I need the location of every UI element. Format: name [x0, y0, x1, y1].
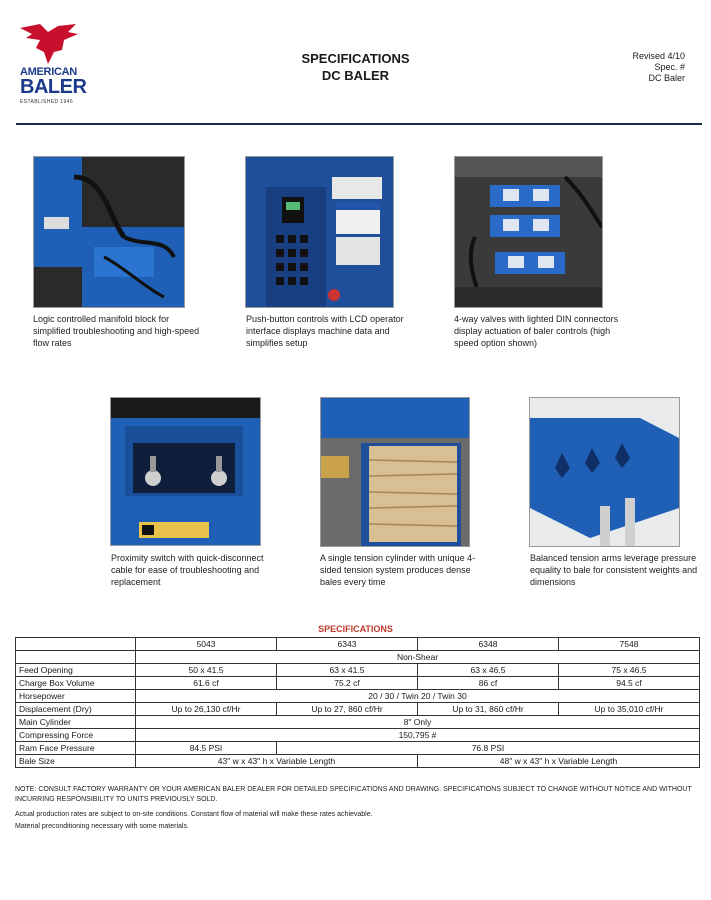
- table-row-displacement: [16, 703, 700, 716]
- table-cell: 48" w x 43" h x Variable Length: [418, 755, 700, 768]
- logo-text-american: AMERICAN: [20, 66, 77, 78]
- model-name: DC Baler: [648, 73, 685, 83]
- header-divider: [16, 123, 702, 125]
- table-cell: 8" Only: [136, 716, 700, 729]
- table-cell-non-shear: Non-Shear: [136, 651, 700, 664]
- page-subtitle: DC BALER: [321, 68, 390, 83]
- caption-manifold-block: Logic controlled manifold block for simplified troubleshooting and high-speed flow rates: [33, 314, 200, 348]
- table-header-model: 6348: [418, 638, 559, 651]
- table-cell: 75 x 46.5: [559, 664, 700, 677]
- row-label: Charge Box Volume: [16, 677, 136, 690]
- caption-tension-cylinder: A single tension cylinder with unique 4-sided tension system produces dense bales every time: [320, 553, 476, 587]
- row-label: Feed Opening: [16, 664, 136, 677]
- table-cell: Up to 26,130 cf/Hr: [136, 703, 277, 716]
- specifications-heading: SPECIFICATIONS: [318, 624, 393, 634]
- table-cell: 75.2 cf: [277, 677, 418, 690]
- caption-proximity-switch: Proximity switch with quick-disconnect cable for ease of troubleshooting and replacement: [111, 553, 264, 587]
- photo-4-way-valves: [454, 156, 603, 308]
- table-cell: 61.6 cf: [136, 677, 277, 690]
- table-row-charge-box: [16, 677, 700, 690]
- page-title: SPECIFICATIONS: [301, 51, 410, 66]
- caption-4-way-valves: 4-way valves with lighted DIN connectors display actuation of baler controls (high speed option shown): [454, 314, 619, 348]
- warranty-note: NOTE: CONSULT FACTORY WARRANTY OR YOUR AMERICAN BALER DEALER FOR DETAILED SPECIFICATIONS AND DRAWING. SPECIFICATIONS SUBJECT TO CHANGE WITHOUT NOTICE AND WITHOUT INCURRING RESPONSIBILITY TO UNITS PREVIOUSLY SOLD.: [15, 786, 692, 803]
- table-cell: 43" w x 43" h x Variable Length: [136, 755, 418, 768]
- table-row-type: [16, 651, 700, 664]
- row-label: Compressing Force: [16, 729, 136, 742]
- caption-tension-arms: Balanced tension arms leverage pressure equality to bale for consistent weights and dimensions: [530, 553, 698, 587]
- production-rates-note: Actual production rates are subject to on-site conditions. Constant flow of material will make these rates achievable.: [15, 811, 373, 818]
- table-row-feed-opening: [16, 664, 700, 677]
- revision-block: [632, 51, 685, 84]
- table-row-bale-size: [16, 755, 700, 768]
- preconditioning-note: Material preconditioning necessary with some materials.: [15, 823, 189, 830]
- table-row-main-cylinder: [16, 716, 700, 729]
- american-baler-logo: [18, 22, 90, 112]
- table-cell: 50 x 41.5: [136, 664, 277, 677]
- table-cell: Up to 35,010 cf/Hr: [559, 703, 700, 716]
- table-header-model: 5043: [136, 638, 277, 651]
- table-header-model: 7548: [559, 638, 700, 651]
- table-cell: [16, 651, 136, 664]
- photo-proximity-switch: [110, 397, 261, 546]
- photo-manifold-block: [33, 156, 185, 308]
- row-label: Bale Size: [16, 755, 136, 768]
- specifications-table: [15, 637, 700, 768]
- row-label: Displacement (Dry): [16, 703, 136, 716]
- table-cell: 94.5 cf: [559, 677, 700, 690]
- spec-number: Spec. #: [654, 62, 685, 72]
- table-header-empty: [16, 638, 136, 651]
- table-cell: 84.5 PSI: [136, 742, 277, 755]
- table-header-row: [16, 638, 700, 651]
- row-label: Ram Face Pressure: [16, 742, 136, 755]
- table-cell: 63 x 46.5: [418, 664, 559, 677]
- photo-tension-arms: [529, 397, 680, 547]
- photo-tension-cylinder: [320, 397, 470, 547]
- logo-text-baler: BALER: [20, 76, 87, 98]
- table-cell: 150,795 #: [136, 729, 700, 742]
- row-label: Main Cylinder: [16, 716, 136, 729]
- table-header-model: 6343: [277, 638, 418, 651]
- table-cell: Up to 31, 860 cf/Hr: [418, 703, 559, 716]
- revised-date: Revised 4/10: [632, 51, 685, 61]
- caption-push-button-controls: Push-button controls with LCD operator interface displays machine data and simplifies setup: [246, 314, 404, 348]
- table-cell: 20 / 30 / Twin 20 / Twin 30: [136, 690, 700, 703]
- table-row-horsepower: [16, 690, 700, 703]
- photo-push-button-controls: [245, 156, 394, 308]
- table-cell: 76.8 PSI: [277, 742, 700, 755]
- table-row-compressing-force: [16, 729, 700, 742]
- table-row-ram-face-pressure: [16, 742, 700, 755]
- table-cell: 86 cf: [418, 677, 559, 690]
- table-cell: 63 x 41.5: [277, 664, 418, 677]
- row-label: Horsepower: [16, 690, 136, 703]
- logo-text-established: ESTABLISHED 1946: [20, 99, 73, 105]
- table-cell: Up to 27, 860 cf/Hr: [277, 703, 418, 716]
